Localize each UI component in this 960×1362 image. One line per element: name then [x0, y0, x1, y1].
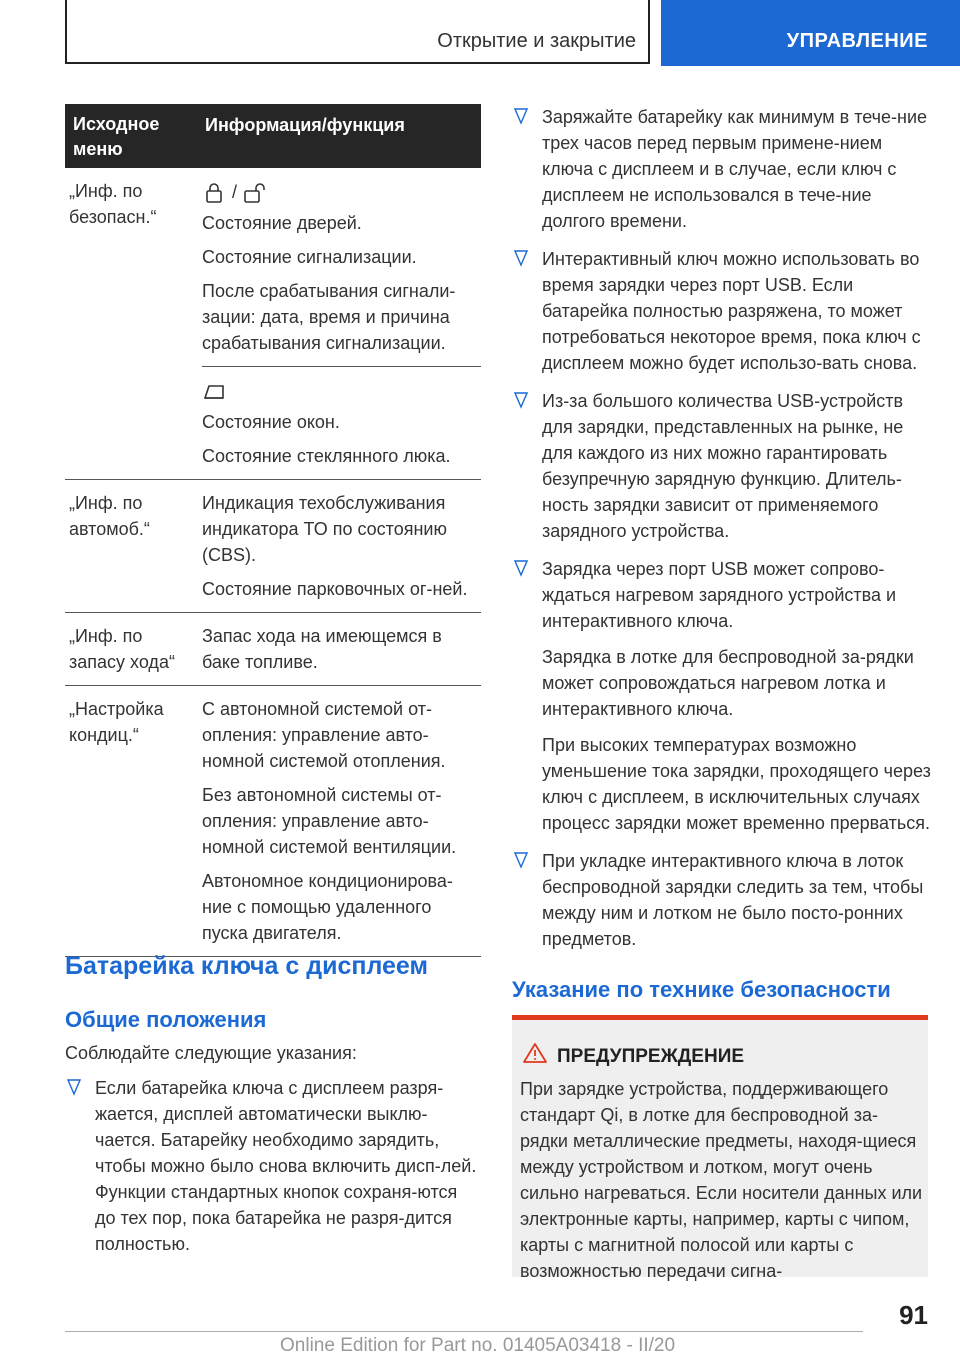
window-icon	[202, 380, 226, 402]
subsection-title: Общие положения	[65, 1007, 267, 1032]
table-cell-menu: „Настройка кондиц.“	[69, 699, 164, 745]
cell-text: Запас хода на имеющемся в баке топливе.	[202, 626, 442, 672]
table-row	[65, 480, 481, 613]
bullet-triangle-icon	[67, 1078, 81, 1096]
warning-box	[512, 1015, 928, 1281]
bullet-triangle-icon	[514, 391, 528, 409]
bullet-triangle-icon	[514, 249, 528, 267]
warning-icon	[522, 1042, 548, 1064]
left-bullet-list	[65, 1075, 481, 1269]
cell-text: Без автономной системы от-опления: управление авто-номной системой вентиляции.	[202, 785, 457, 857]
lock-closed-icon	[202, 181, 226, 203]
list-item	[512, 246, 932, 376]
warning-title: ПРЕДУПРЕЖДЕНИЕ	[557, 1046, 745, 1067]
list-item-text: Из-за большого количества USB-устройств для зарядки, представленных на рынке, не для каждого из них можно гарантировать безупречную зарядную функцию. Длитель-ность зарядки зависит от применяемого зарядного устройства.	[542, 391, 904, 541]
list-item	[65, 1075, 481, 1257]
footer-text: Online Edition for Part no. 01405A03418 - II/20	[280, 1335, 676, 1356]
table-header-info: Информация/функция	[205, 115, 405, 135]
cell-text: Состояние дверей.	[202, 213, 362, 233]
cell-text: Состояние стеклянного люка.	[202, 446, 451, 466]
bullet-triangle-icon	[514, 559, 528, 577]
table-header-menu: Исходное меню	[73, 114, 160, 159]
list-item-text: При укладке интерактивного ключа в лоток беспроводной зарядки следить за тем, чтобы между ним и лотком не было посто-ронних предметов.	[542, 851, 924, 949]
cell-text: Состояние сигнализации.	[202, 247, 417, 267]
bullet-triangle-icon	[514, 851, 528, 869]
table-subrow	[202, 178, 481, 367]
list-item	[512, 848, 932, 952]
section-title: Батарейка ключа с дисплеем	[65, 952, 429, 980]
list-item-text: Если батарейка ключа с дисплеем разря-жается, дисплей автоматически выклю-чается. Батарейку необходимо зарядить, чтобы можно было снова включить дисп-лей. Функции стандартных кнопок сохраня-ются до тех пор, пока батарейка не разря-дится полностью.	[95, 1078, 477, 1254]
footer-divider	[65, 1331, 863, 1332]
list-item	[512, 556, 932, 836]
table-cell-menu: „Инф. по автомоб.“	[69, 493, 150, 539]
cell-text: Состояние парковочных ог-ней.	[202, 579, 468, 599]
header-section-box	[65, 0, 650, 64]
cell-text: С автономной системой от-опления: управление авто-номной системой отопления.	[202, 699, 446, 771]
lock-open-icon	[243, 181, 267, 203]
table-row	[65, 613, 481, 686]
page-number: 91	[899, 1300, 928, 1330]
header-chapter-title: УПРАВЛЕНИЕ	[786, 30, 928, 52]
list-item-text: При высоких температурах возможно уменьшение тока зарядки, проходящего через ключ с дисплеем, в исключительных случаях процесс зарядки может временно прерваться.	[542, 735, 931, 833]
cell-text: Состояние окон.	[202, 412, 340, 432]
table-cell-menu: „Инф. по безопасн.“	[69, 181, 157, 227]
table-subrow	[202, 367, 481, 469]
header-section-title: Открытие и закрытие	[437, 30, 636, 52]
table-cell-menu: „Инф. по запасу хода“	[69, 626, 175, 672]
intro-text: Соблюдайте следующие указания:	[65, 1043, 357, 1063]
table-row	[65, 168, 481, 480]
safety-title: Указание по технике безопасности	[512, 977, 891, 1002]
list-item-text: Интерактивный ключ можно использовать во время зарядки через порт USB. Если батарейка полностью разряжена, то может потребоваться некоторое время, пока ключ с дисплеем можно будет использо-вать снова.	[542, 249, 921, 373]
right-bullet-list	[512, 104, 932, 964]
icon-separator: /	[232, 182, 238, 202]
cell-text: Индикация техобслуживания индикатора ТО по состоянию (CBS).	[202, 493, 447, 565]
list-item-text: Заряжайте батарейку как минимум в тече-ние трех часов перед первым примене-нием ключа с дисплеем и в случае, если ключ с дисплеем не использовался в тече-ние долгого времени.	[542, 107, 928, 231]
list-item-text: Зарядка в лотке для беспроводной за-рядки может сопровождаться нагревом лотка и интерактивного ключа.	[542, 647, 914, 719]
list-item-text: Зарядка через порт USB может сопрово-ждаться нагревом зарядного устройства и интерактивного ключа.	[542, 559, 897, 631]
table-row	[65, 686, 481, 957]
cell-text: Автономное кондиционирова-ние с помощью удаленного пуска двигателя.	[202, 871, 453, 943]
table-header	[65, 104, 481, 168]
cell-text: После срабатывания сигнали-зации: дата, время и причина срабатывания сигнализации.	[202, 281, 456, 353]
header-chapter-tab	[661, 0, 960, 66]
list-item	[512, 388, 932, 544]
warning-text: При зарядке устройства, поддерживающего стандарт Qi, в лотке для беспроводной за-рядки металлические предметы, находя-щиеся между устройством и лотком, могут очень сильно нагреваться. Если носители данных или электронные карты, например, карты с чипом, карты с магнитной полосой или карты с возможностью передачи сигна-	[520, 1079, 923, 1281]
list-item	[512, 104, 932, 234]
bullet-triangle-icon	[514, 107, 528, 125]
menu-info-table	[65, 104, 481, 957]
